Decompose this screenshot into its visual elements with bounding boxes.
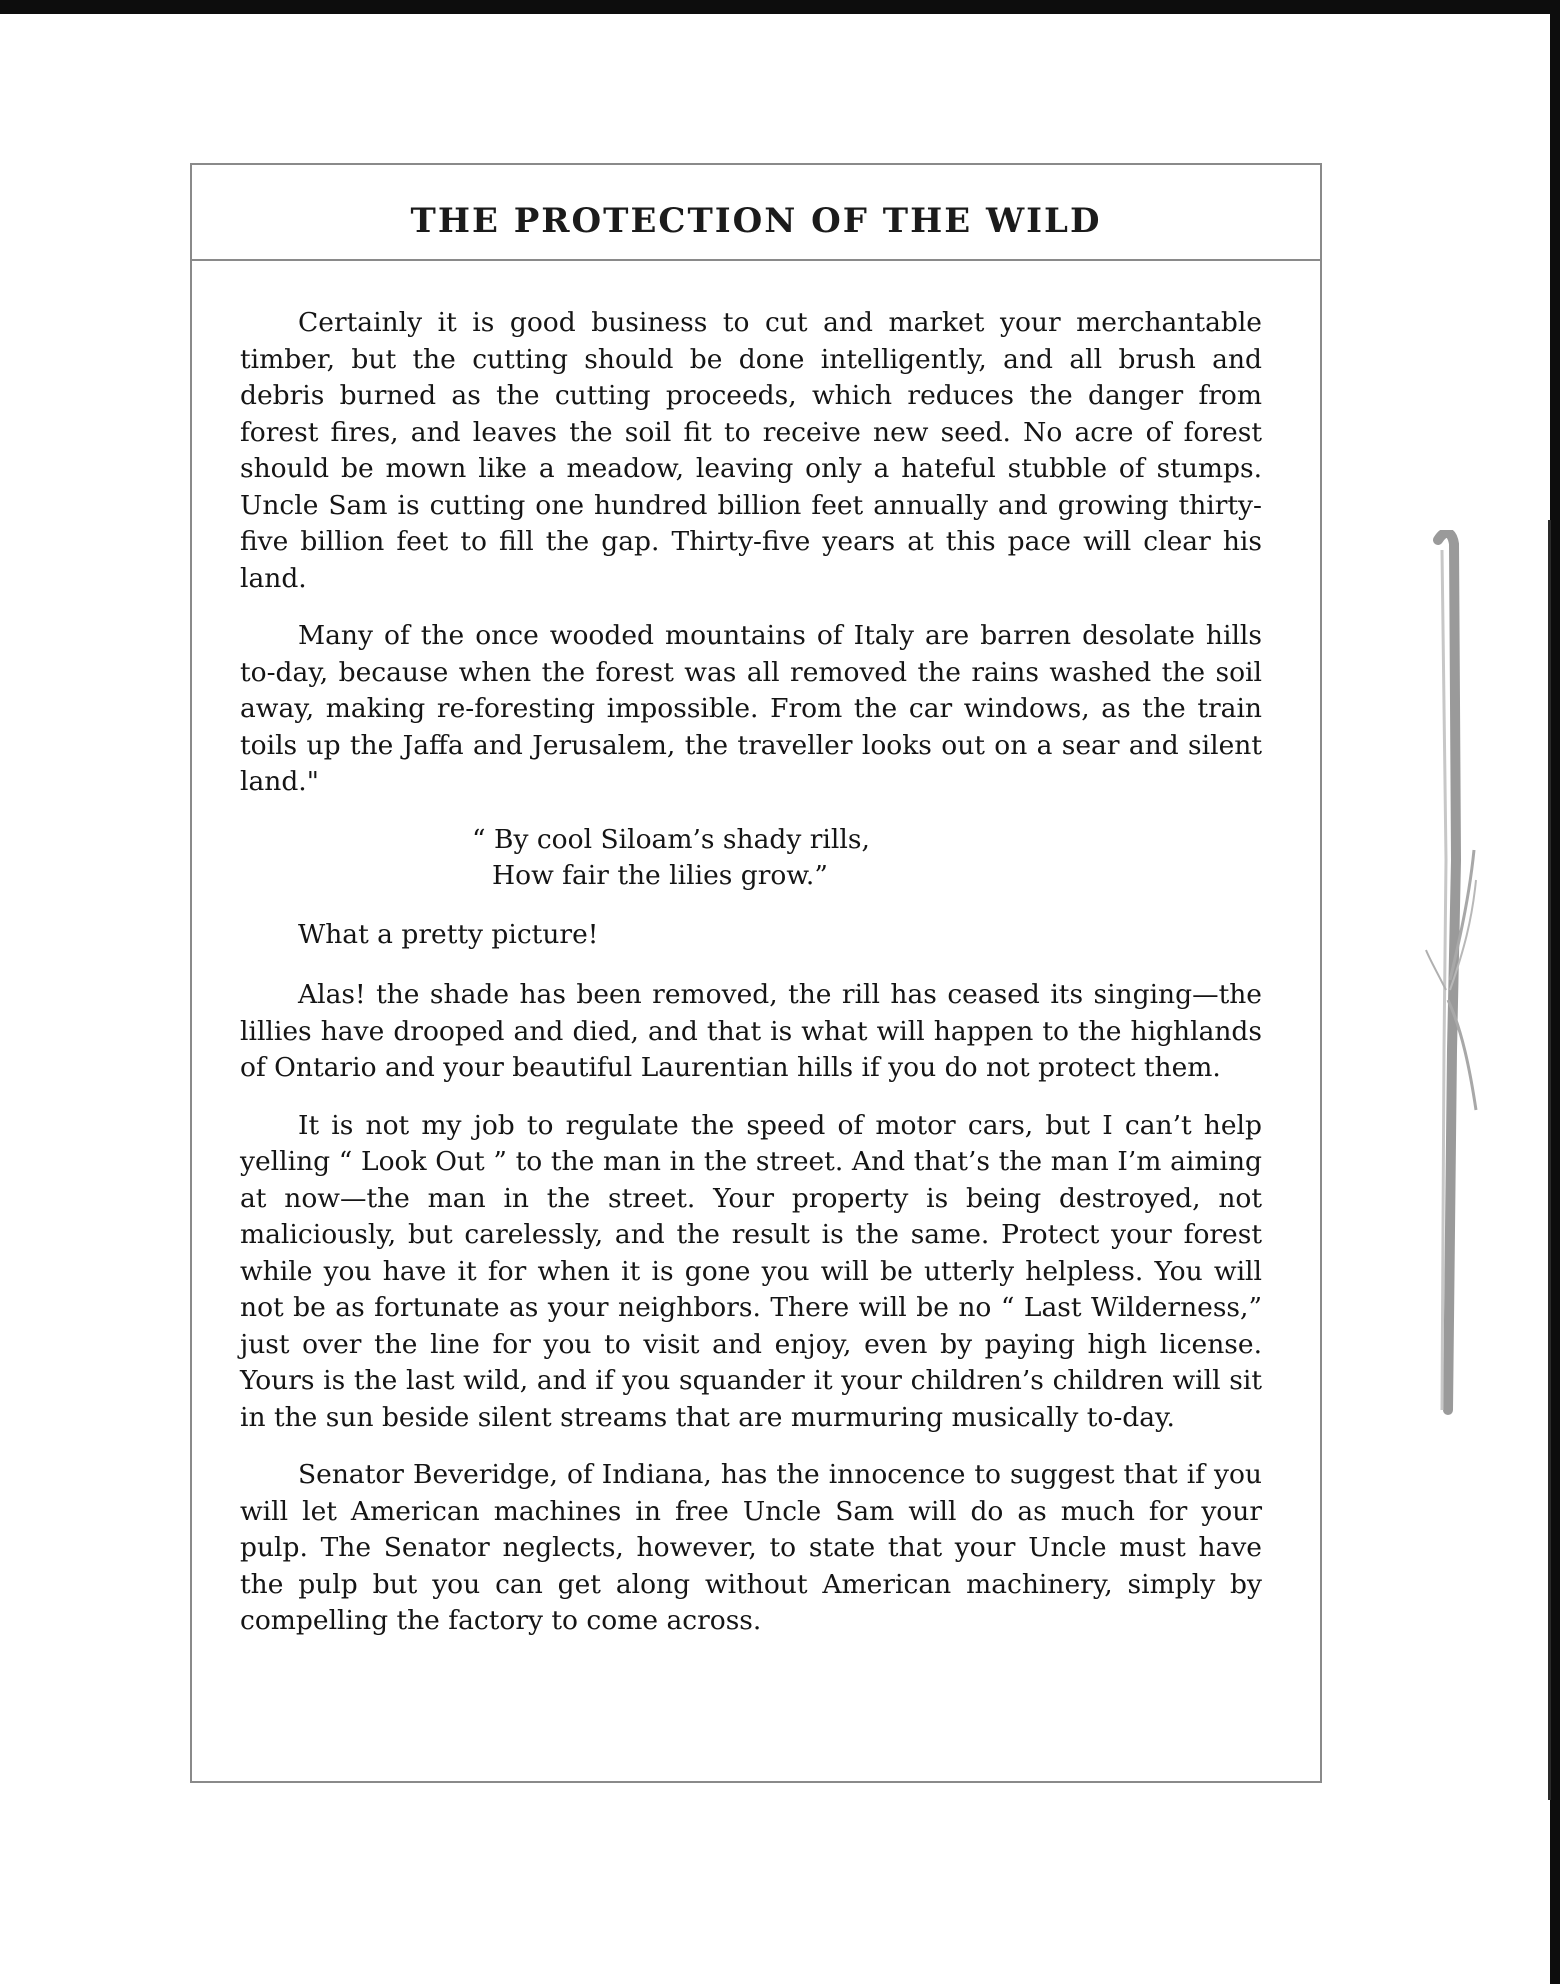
paragraph-motor-cars: It is not my job to regulate the speed of motor cars, but I can’t help yelling “ Look Out ” to the man in the street. And that’s the man I’m aiming at now—the man in the street. Your property is being destroyed, not maliciously, but carelessly, and the result is the same. Protect your forest while you have it for when it is gone you will be utterly helpless. You will not be as fortunate as your neighbors. There will be no “ Last Wilderness,” just over the line for you to visit and enjoy, even by paying high license. Yours is the last wild, and if you squander it your children’s children will sit in the sun beside silent streams that are murmuring musically to-day. (240, 1109, 1262, 1433)
title-bar (192, 165, 1320, 261)
scan-top-edge (0, 0, 1560, 14)
verse-line-2: How fair the lilies grow.” (492, 860, 828, 891)
verse-quote (240, 822, 1262, 895)
binding-ribbon (1422, 530, 1478, 1420)
article-body (240, 305, 1262, 1661)
paragraph-timber: Certainly it is good business to cut and market your merchantable timber, but the cutting should be done intelligently, and all brush and debris burned as the cutting proceeds, which reduces the danger from forest fires, and leaves the soil fit to receive new seed. No acre of forest should be mown like a meadow, leaving only a hateful stubble of stumps. Uncle Sam is cutting one hundred billion feet annually and growing thirty-five billion feet to fill the gap. Thirty-five years at this pace will clear his land. (240, 307, 1262, 594)
paragraph-senator: Senator Beveridge, of Indiana, has the innocence to suggest that if you will let American machines in free Uncle Sam will do as much for your pulp. The Senator neglects, however, to state that your Uncle must have the pulp but you can get along without American machinery, simply by compelling the factory to come across. (240, 1459, 1262, 1636)
page-frame (190, 163, 1322, 1783)
right-page-edge (1548, 520, 1551, 1800)
paragraph-alas: Alas! the shade has been removed, the rill has ceased its singing—the lillies have drooped and died, and that is what will happen to the highlands of Ontario and your beautiful Laurentian hills if you do not protect them. (240, 979, 1262, 1083)
verse-line-1: “ By cool Siloam’s shady rills, (472, 823, 870, 855)
scan-right-edge (1550, 0, 1560, 1984)
paragraph-italy: Many of the once wooded mountains of Italy are barren desolate hills to-day, because when the forest was all removed the rains washed the soil away, making re-foresting impossible. From the car windows, as the train toils up the Jaffa and Jerusalem, the traveller looks out on a sear and silent land." (240, 620, 1262, 797)
page-title: THE PROTECTION OF THE WILD (410, 201, 1102, 241)
exclamation-line: What a pretty picture! (298, 918, 599, 950)
